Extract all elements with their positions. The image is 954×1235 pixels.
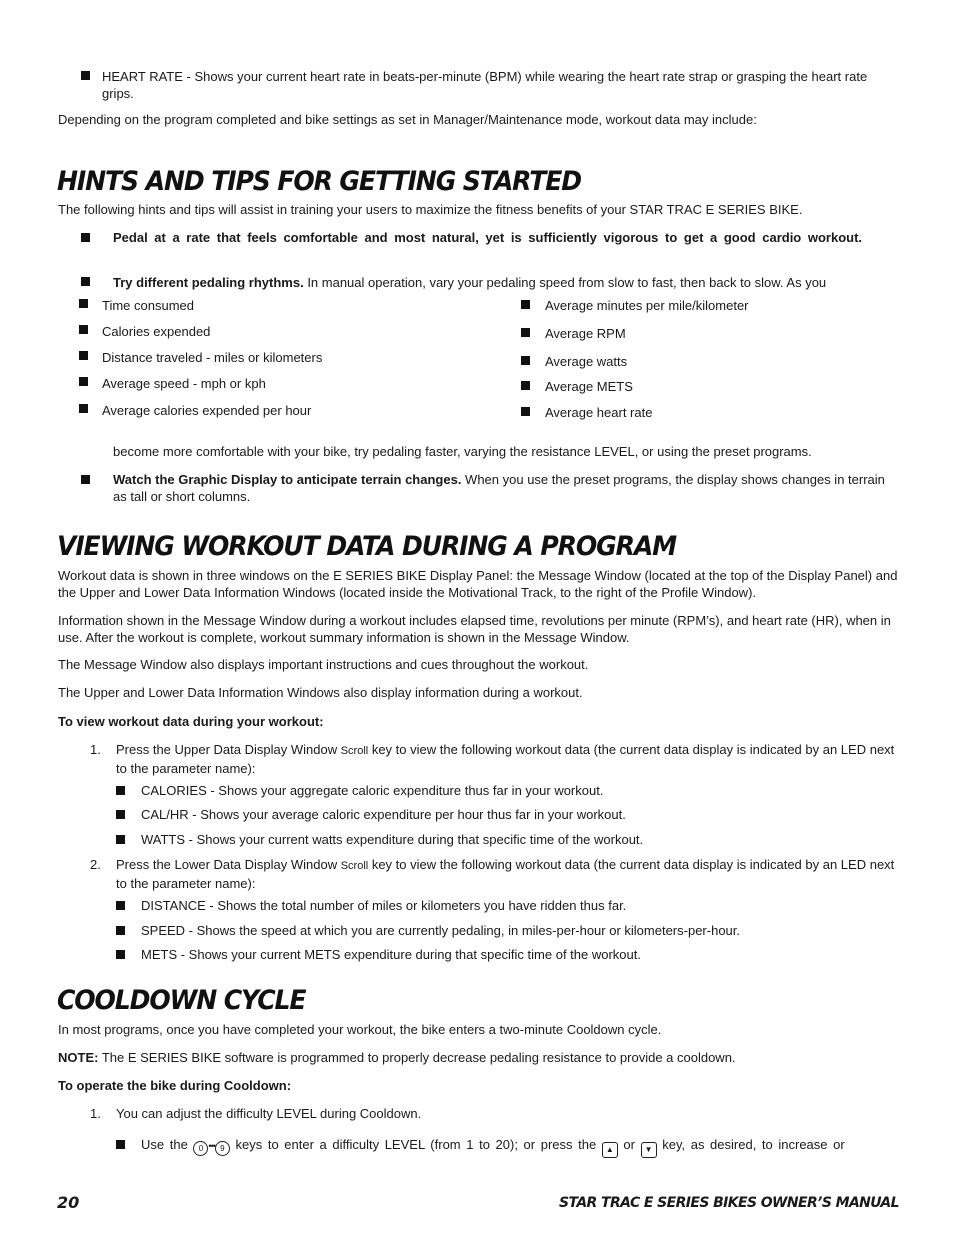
bullet-square-icon [116, 926, 125, 935]
hints-intro: The following hints and tips will assist in training your users to maximize the fitness benefits of your STAR TRAC E SERIES BIKE. [58, 202, 803, 217]
step-number: 1. [90, 742, 101, 757]
list-item: CALORIES - Shows your aggregate caloric expenditure thus far in your workout. [141, 783, 604, 798]
bullet-square-icon [79, 325, 88, 334]
tip-graphic-text: When you use the preset programs, the display shows changes in terrain as tall or short columns. [113, 472, 885, 504]
list-item: Distance traveled - miles or kilometers [102, 350, 323, 365]
step-number: 2. [90, 857, 101, 872]
section-title-viewing: VIEWING WORKOUT DATA DURING A PROGRAM [57, 531, 677, 562]
section-title-hints: HINTS AND TIPS FOR GETTING STARTED [57, 166, 582, 197]
level-up-key-icon: ▲ [602, 1142, 618, 1158]
viewing-p1: Workout data is shown in three windows on the E SERIES BIKE Display Panel: the Message Window (located at the top of the Display Panel) and the Upper and Lower Data Information Windows (located inside the Motivational Track, to the right of the Profile Window). [58, 568, 898, 600]
scroll-key-label: Scroll [340, 860, 369, 872]
bullet-square-icon [116, 786, 125, 795]
list-item: Average RPM [545, 326, 626, 341]
cooldown-note [58, 1049, 898, 1066]
cooldown-p1: In most programs, once you have completed your workout, the bike enters a two-minute Cooldown cycle. [58, 1022, 662, 1037]
bullet-square-icon [116, 835, 125, 844]
step2-text-a: Press the Lower Data Display Window [116, 857, 341, 872]
list-item: Average watts [545, 354, 628, 369]
bullet-square-icon [521, 381, 530, 390]
list-item: Average calories expended per hour [102, 403, 312, 418]
cooldown-use-keys [141, 1136, 901, 1158]
page-number: 20 [57, 1193, 80, 1212]
tip-graphic-bold: Watch the Graphic Display to anticipate terrain changes. [113, 472, 462, 487]
viewing-step1 [116, 741, 900, 777]
depending-paragraph: Depending on the program completed and bike settings as set in Manager/Maintenance mode, workout data may include: [58, 112, 757, 127]
viewing-howto: To view workout data during your workout: [58, 714, 324, 729]
step1-text-a: Press the Upper Data Display Window [116, 742, 341, 757]
list-item: Time consumed [102, 298, 194, 313]
bullet-square-icon [116, 810, 125, 819]
cooldown-howto: To operate the bike during Cooldown: [58, 1078, 292, 1093]
tip-rhythms-text: In manual operation, vary your pedaling speed from slow to fast, then back to slow. As you [303, 275, 827, 290]
bullet-square-icon [116, 901, 125, 910]
viewing-step2 [116, 856, 900, 892]
use-text-or: or [617, 1137, 641, 1152]
tip-graphic-display [113, 471, 899, 505]
bullet-square-icon [81, 71, 90, 80]
tip-rhythms-continued: become more comfortable with your bike, try pedaling faster, varying the resistance LEVEL, or using the preset programs. [113, 444, 812, 459]
bullet-square-icon [116, 950, 125, 959]
list-item: WATTS - Shows your current watts expenditure during that specific time of the workout. [141, 832, 644, 847]
bullet-square-icon [79, 351, 88, 360]
list-item: DISTANCE - Shows the total number of miles or kilometers you have ridden thus far. [141, 898, 627, 913]
list-item: Average speed - mph or kph [102, 376, 266, 391]
list-item: Average METS [545, 379, 633, 394]
tip-pedal-rate: Pedal at a rate that feels comfortable and most natural, yet is sufficiently vigorous to get a good cardio workout. [113, 230, 863, 245]
bullet-square-icon [79, 377, 88, 386]
list-item: CAL/HR - Shows your average caloric expenditure per hour thus far in your workout. [141, 807, 626, 822]
bullet-square-icon [79, 299, 88, 308]
cooldown-step1: You can adjust the difficulty LEVEL during Cooldown. [116, 1106, 422, 1121]
viewing-p4: The Upper and Lower Data Information Windows also display information during a workout. [58, 685, 583, 700]
bullet-square-icon [521, 300, 530, 309]
bullet-square-icon [521, 356, 530, 365]
number-key-icon: 0 [193, 1141, 208, 1156]
use-text-b: keys to enter a difficulty LEVEL (from 1 to 20); or press the [229, 1137, 602, 1152]
note-label: NOTE: [58, 1050, 99, 1065]
use-text-c: key, as desired, to increase or [656, 1137, 845, 1152]
note-text: The E SERIES BIKE software is programmed to properly decrease pedaling resistance to provide a cooldown. [98, 1050, 736, 1065]
list-item: METS - Shows your current METS expenditure during that specific time of the workout. [141, 947, 641, 962]
footer-title: STAR TRAC E SERIES BIKES OWNER’S MANUAL [558, 1195, 899, 1211]
section-title-cooldown: COOLDOWN CYCLE [57, 985, 306, 1016]
list-item: Average minutes per mile/kilometer [545, 298, 749, 313]
number-key-icon: 9 [215, 1141, 230, 1156]
step1-text-b: key to view the following workout data (the current data display is indicated by an LED next to the parameter name): [116, 742, 895, 776]
bullet-square-icon [521, 407, 530, 416]
use-text-a: Use the [141, 1137, 194, 1152]
bullet-square-icon [81, 277, 90, 286]
key-range-dots: ••• [208, 1141, 215, 1151]
tip-rhythms [113, 274, 903, 291]
heart-rate-item: HEART RATE - Shows your current heart rate in beats-per-minute (BPM) while wearing the heart rate strap or grasping the heart rate grips. [102, 69, 868, 101]
bullet-square-icon [521, 328, 530, 337]
step2-text-b: key to view the following workout data (the current data display is indicated by an LED next to the parameter name): [116, 857, 895, 891]
bullet-square-icon [116, 1140, 125, 1149]
list-item: Average heart rate [545, 405, 653, 420]
list-item: SPEED - Shows the speed at which you are currently pedaling, in miles-per-hour or kilometers-per-hour. [141, 923, 740, 938]
scroll-key-label: Scroll [340, 745, 369, 757]
step-number: 1. [90, 1106, 101, 1121]
bullet-square-icon [79, 404, 88, 413]
bullet-square-icon [81, 475, 90, 484]
viewing-p3: The Message Window also displays important instructions and cues throughout the workout. [58, 657, 589, 672]
bullet-square-icon [81, 233, 90, 242]
viewing-p2: Information shown in the Message Window during a workout includes elapsed time, revolutions per minute (RPM’s), and heart rate (HR), when in use. After the workout is complete, workout summary information is shown in the Message Window. [58, 613, 891, 645]
tip-rhythms-bold: Try different pedaling rhythms. [113, 275, 304, 290]
list-item: Calories expended [102, 324, 211, 339]
level-down-key-icon: ▼ [641, 1142, 657, 1158]
